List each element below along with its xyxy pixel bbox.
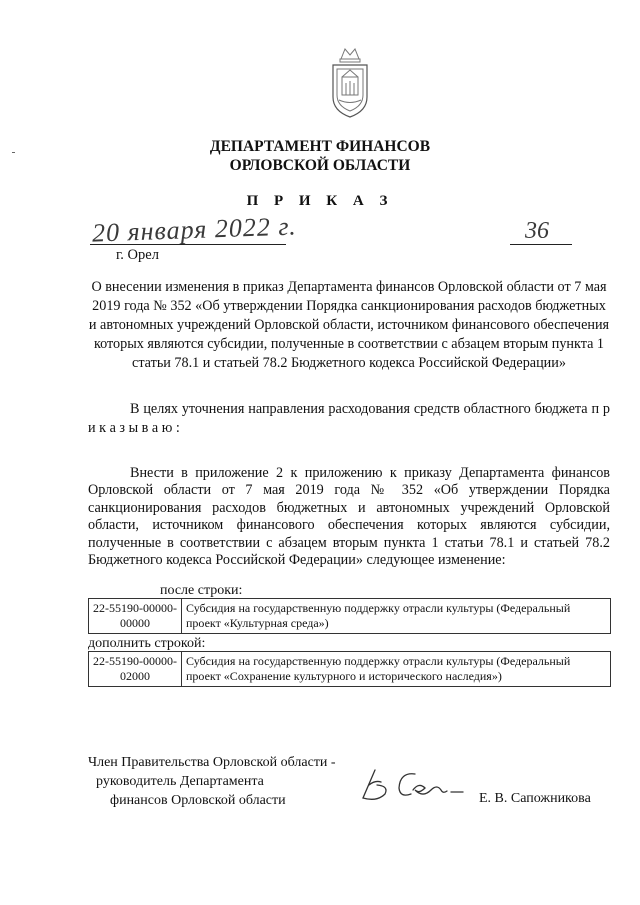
row-description: Субсидия на государственную поддержку отрасли культуры (Федеральный проект «Сохранение культурного и исторического наследия») <box>182 652 611 687</box>
signer-title-line2: руководитель Департамента <box>96 774 264 789</box>
handwritten-order-number: 36 <box>525 218 549 244</box>
coat-of-arms-icon <box>327 45 373 121</box>
signer-title <box>88 753 336 810</box>
department-name-line2: ОРЛОВСКОЙ ОБЛАСТИ <box>229 157 411 174</box>
date-underline <box>90 244 286 245</box>
intro-paragraph <box>88 400 610 438</box>
intro-order-word: п р и к а з ы в а ю : <box>88 401 611 436</box>
row-description: Субсидия на государственную поддержку отрасли культуры (Федеральный проект «Культурная среда») <box>182 599 611 634</box>
add-row-label: дополнить строкой: <box>88 636 206 651</box>
handwritten-date: 20 января 2022 г. <box>91 211 298 248</box>
document-type-title: П Р И К А З <box>246 193 394 209</box>
city-label: г. Орел <box>116 247 159 263</box>
order-subject: О внесении изменения в приказ Департамента финансов Орловской области от 7 мая 2019 года № 352 «Об утверждении Порядка санкционирования расходов бюджетных и автономных учреждений Орловской области, источником финансового обеспечения которых являются субсидии, полученные в соответствии с абзацем вторым пункта 1 статьи 78.1 и статьей 78.2 Бюджетного кодекса Российской Федерации» <box>88 279 610 371</box>
main-paragraph: Внести в приложение 2 к приложению к приказу Департамента финансов Орловской области от 7 мая 2019 года № 352 «Об утверждении Порядка санкционирования расходов бюджетных и автономных учреждений Орловской области, источником финансового обеспечения которых являются субсидии, полученные в соответствии с абзацем вторым пункта 1 статьи 78.1 и статьей 78.2 Бюджетного кодекса Российской Федерации» следующее изменение: <box>88 465 610 569</box>
signer-title-line3: финансов Орловской области <box>110 793 286 808</box>
signer-title-line1: Член Правительства Орловской области - <box>88 755 336 770</box>
table-after-row <box>88 598 611 634</box>
intro-text: В целях уточнения направления расходования средств областного бюджета <box>130 401 592 417</box>
table-added-row <box>88 651 611 687</box>
row-code: 22-55190-00000-00000 <box>89 599 182 634</box>
table-row <box>89 599 611 634</box>
department-name-line1: ДЕПАРТАМЕНТ ФИНАНСОВ <box>209 138 431 155</box>
scan-mark <box>12 152 15 153</box>
table-row <box>89 652 611 687</box>
number-underline <box>510 244 572 245</box>
row-code: 22-55190-00000-02000 <box>89 652 182 687</box>
handwritten-signature <box>355 758 465 808</box>
signer-name: Е. В. Сапожникова <box>479 791 591 806</box>
after-row-label: после строки: <box>160 583 243 598</box>
